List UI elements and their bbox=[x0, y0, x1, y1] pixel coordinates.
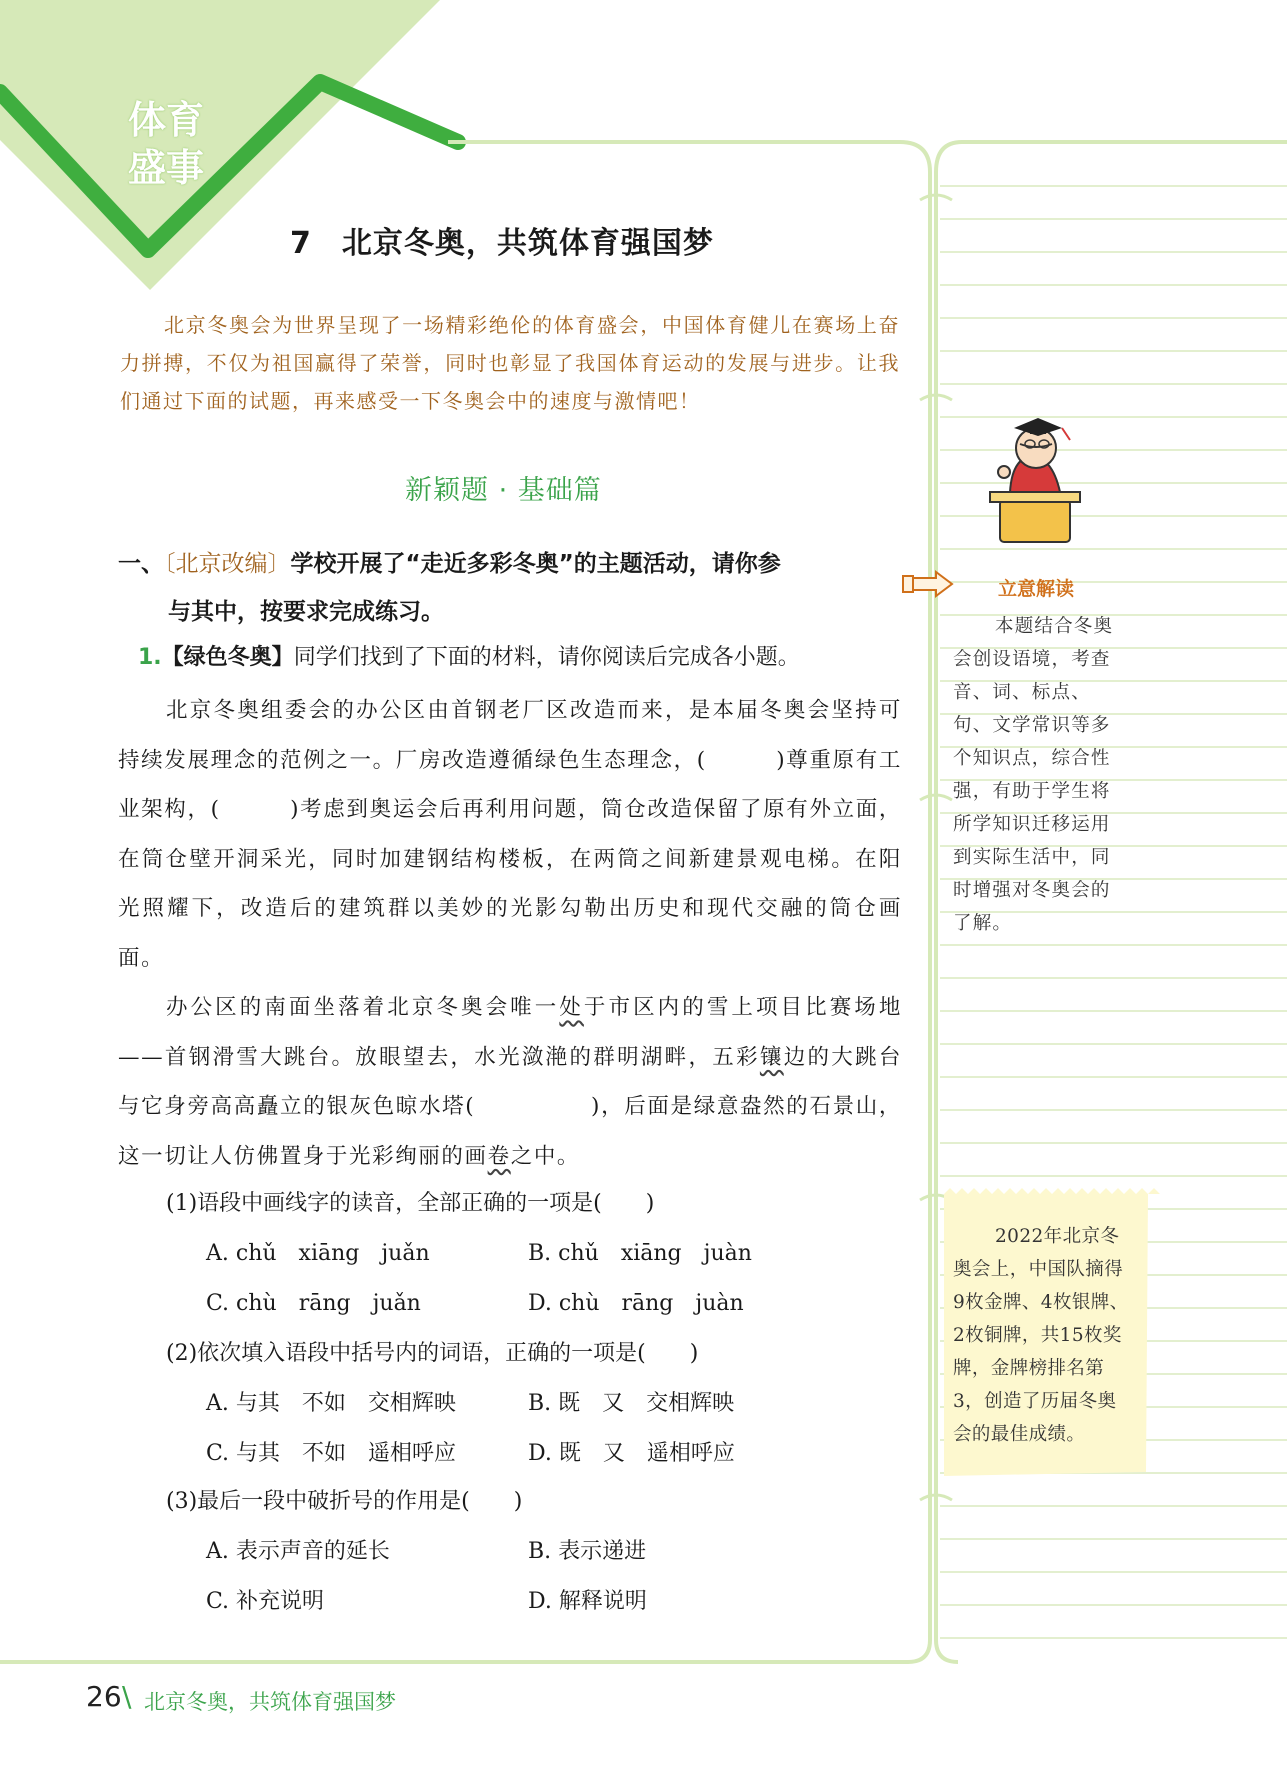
section-tag-line-2: 盛事 bbox=[128, 146, 205, 190]
passage-paragraph-1: 北京冬奥组委会的办公区由首钢老厂区改造而来，是本届冬奥会坚持可持续发展理念的范例之一。厂房改造遵循绿色生态理念，( )尊重原有工业架构，( )考虑到奥运会后再利用问题，筒仓改造保留了原有外立面，在筒仓壁开洞采光，同时加建钢结构楼板，在两筒之间新建景观电梯。在阳光照耀下，改造后的建筑群以美妙的光影勾勒出历史和现代交融的筒仓画面。 bbox=[118, 698, 902, 971]
intro-paragraph: 北京冬奥会为世界呈现了一场精彩绝伦的体育盛会，中国体育健儿在赛场上奋力拼搏，不仅为祖国赢得了荣誉，同时也彰显了我国体育运动的发展与进步。让我们通过下面的试题，再来感受一下冬奥会中的速度与激情吧！ bbox=[120, 313, 900, 413]
reading-passage bbox=[118, 686, 902, 1181]
subquestion-tag: 【绿色冬奥】 bbox=[161, 645, 294, 670]
q2-option-b[interactable]: B. 既 又 交相辉映 bbox=[528, 1391, 735, 1416]
passage-p2-part-a: 办公区的南面坐落着北京冬奥会唯一 bbox=[166, 995, 560, 1020]
subquestion-text: 同学们找到了下面的材料，请你阅读后完成各小题。 bbox=[293, 645, 800, 670]
q1-option-d[interactable]: D. chù rāng juàn bbox=[528, 1291, 744, 1316]
section-tag bbox=[128, 96, 238, 192]
q1-stem: (1)语段中画线字的读音，全部正确的一项是( ) bbox=[166, 1191, 655, 1216]
page-number: 26 bbox=[86, 1680, 122, 1713]
sticky-note-text: 2022年北京冬奥会上，中国队摘得9枚金牌、4枚银牌、2枚铜牌，共15枚奖牌，金牌榜排名第3，创造了历届冬奥会的最佳成绩。 bbox=[953, 1226, 1129, 1445]
passage-paragraph-2 bbox=[118, 983, 902, 1181]
subquestion-number: 1. bbox=[138, 645, 162, 670]
q3-stem: (3)最后一段中破折号的作用是( ) bbox=[166, 1489, 523, 1514]
subquestion-intro bbox=[138, 640, 800, 671]
tip-body: 本题结合冬奥会创设语境，考查音、词、标点、句、文学常识等多个知识点，综合性强，有助于学生将所学知识迁移运用到实际生活中，同时增强对冬奥会的了解。 bbox=[953, 616, 1114, 934]
q2-option-c[interactable]: C. 与其 不如 遥相呼应 bbox=[206, 1441, 457, 1466]
q3-option-d[interactable]: D. 解释说明 bbox=[528, 1589, 647, 1614]
footer-title: 北京冬奥，共筑体育强国梦 bbox=[144, 1690, 396, 1714]
q2-option-d[interactable]: D. 既 又 遥相呼应 bbox=[528, 1441, 735, 1466]
passage-p2-part-b: 于市区内的雪上项目比赛场地——首钢滑雪大跳台。放眼望去，水光潋滟的群明湖畔，五彩 bbox=[118, 995, 902, 1070]
footer-separator: \ bbox=[122, 1680, 132, 1713]
teacher-illustration bbox=[990, 418, 1080, 542]
question-text-1: 学校开展了“走近多彩冬奥”的主题活动，请你参 bbox=[290, 551, 781, 577]
q3-option-a[interactable]: A. 表示声音的延长 bbox=[206, 1539, 390, 1564]
section-tag-line-1: 体育 bbox=[128, 98, 205, 142]
tip-title: 立意解读 bbox=[998, 578, 1075, 600]
underlined-char-xiang: 镶 bbox=[759, 1044, 784, 1070]
q3-option-c[interactable]: C. 补充说明 bbox=[206, 1589, 325, 1614]
passage-p2-part-c: 边的大跳台与它身旁高高矗立的银灰色晾水塔( )，后面是绿意盎然的石景山，这一切让人仿佛置身于光彩绚丽的画 bbox=[118, 1044, 903, 1169]
section-subhead: 新颖题 · 基础篇 bbox=[405, 475, 602, 506]
question-number: 一、 bbox=[118, 551, 164, 577]
underlined-char-chu: 处 bbox=[559, 995, 584, 1020]
q2-stem: (2)依次填入语段中括号内的词语，正确的一项是( ) bbox=[166, 1341, 699, 1366]
chapter-title: 北京冬奥，共筑体育强国梦 bbox=[341, 226, 714, 261]
passage-p2-part-d: 之中。 bbox=[510, 1143, 581, 1169]
q2-option-a[interactable]: A. 与其 不如 交相辉映 bbox=[206, 1391, 456, 1416]
underlined-char-juan: 卷 bbox=[487, 1143, 511, 1169]
pointing-hand-icon bbox=[903, 572, 952, 596]
q1-option-b[interactable]: B. chǔ xiāng juàn bbox=[528, 1241, 752, 1266]
q1-option-c[interactable]: C. chù rāng juǎn bbox=[206, 1291, 421, 1316]
question-text-2: 与其中，按要求完成练习。 bbox=[168, 599, 444, 625]
page-title bbox=[290, 218, 714, 262]
q1-option-a[interactable]: A. chǔ xiāng juǎn bbox=[206, 1241, 430, 1266]
question-heading bbox=[118, 540, 908, 636]
question-source: 〔北京改编〕 bbox=[164, 551, 291, 577]
chapter-number: 7 bbox=[290, 226, 312, 261]
q3-option-b[interactable]: B. 表示递进 bbox=[528, 1539, 647, 1564]
